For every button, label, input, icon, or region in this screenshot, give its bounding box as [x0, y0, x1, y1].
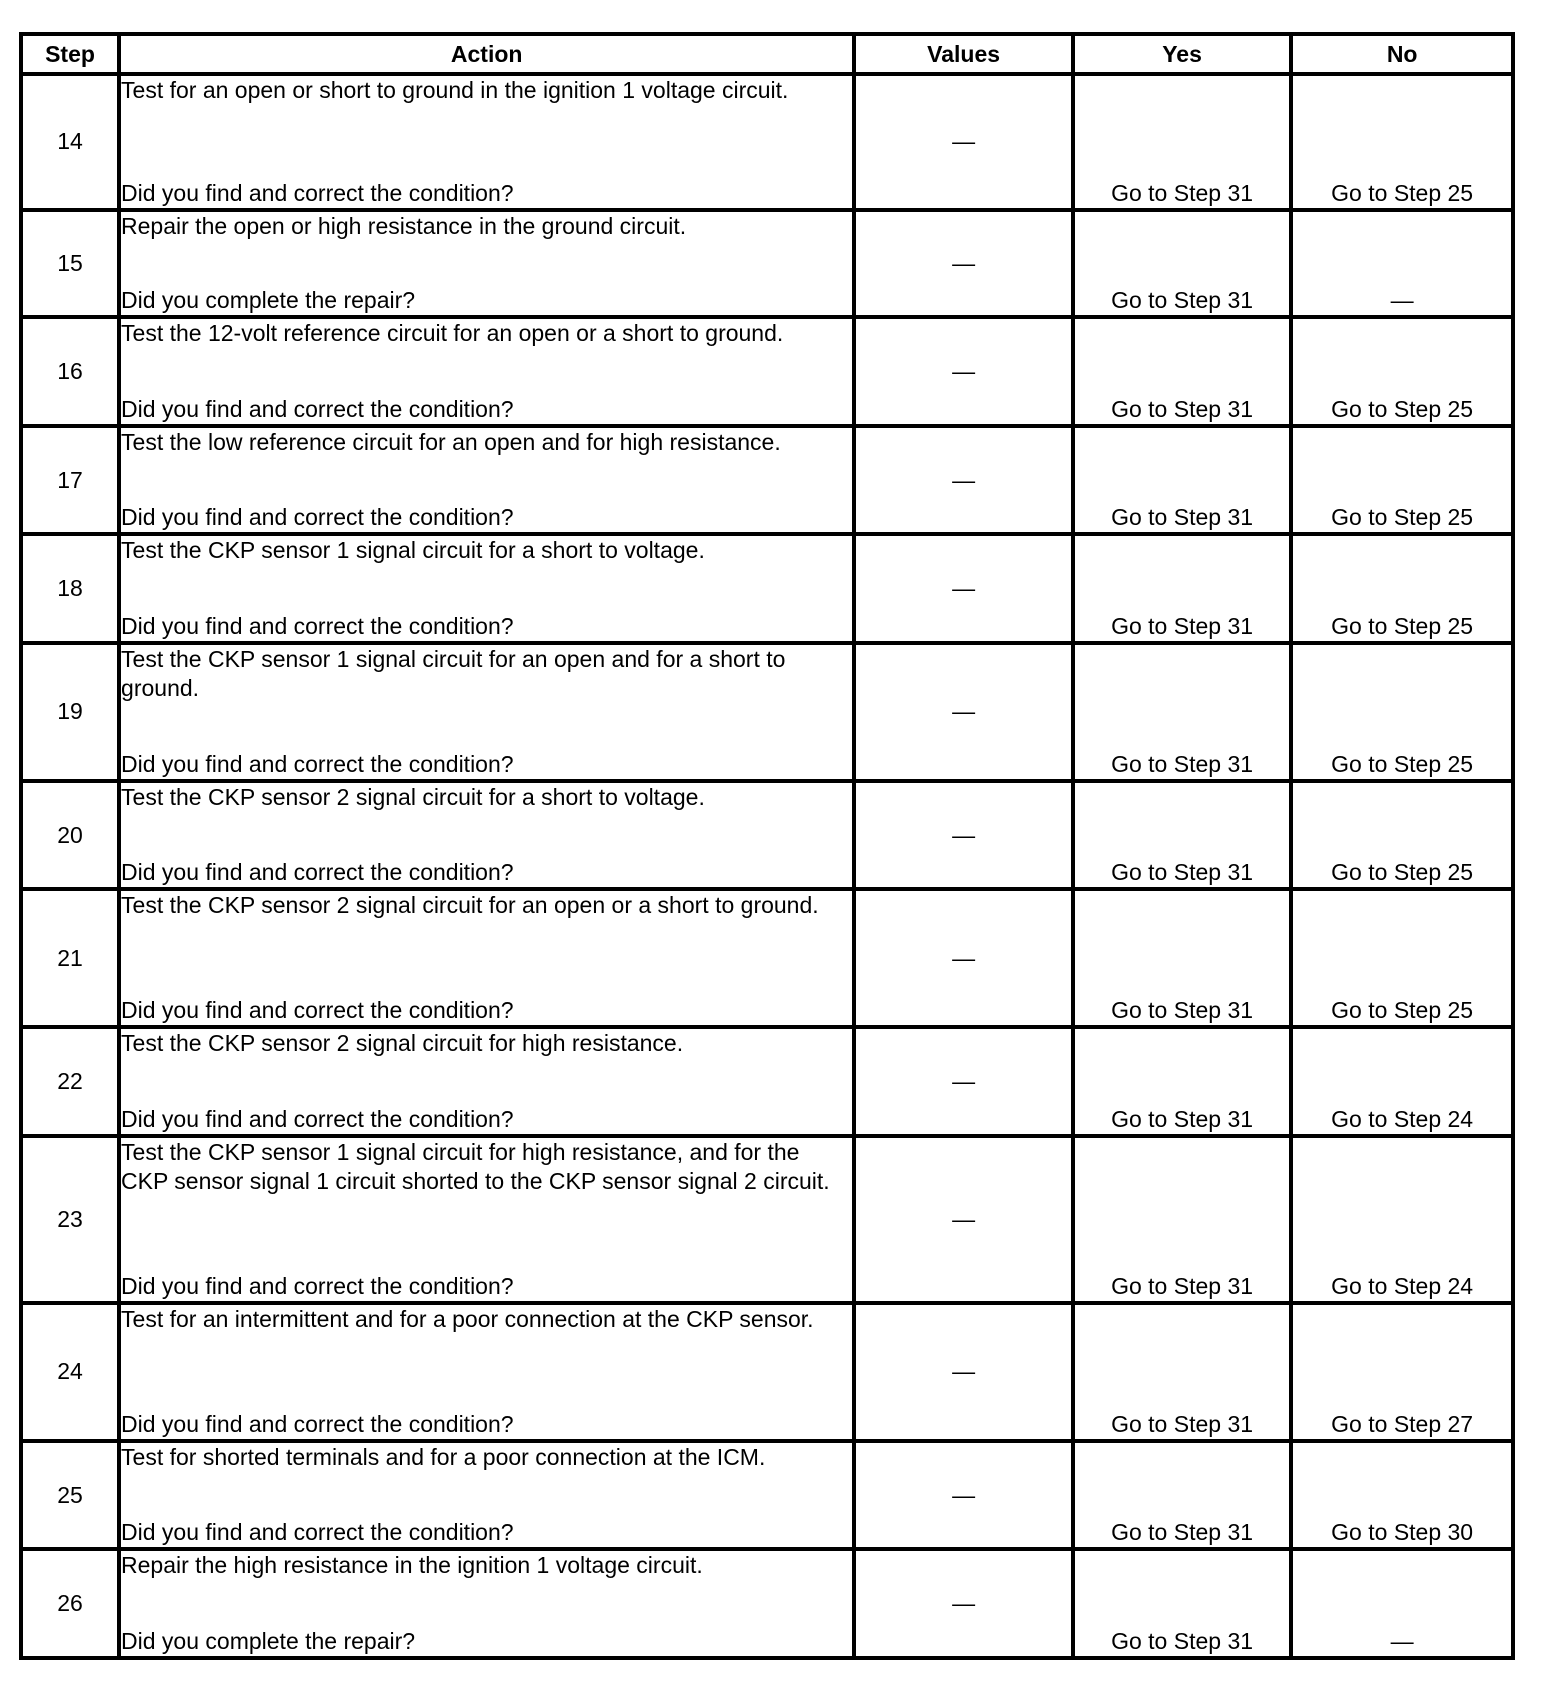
- action-question: Did you find and correct the condition?: [121, 1272, 514, 1299]
- yes-cell: Go to Step 31: [1073, 74, 1291, 210]
- values-cell: —: [854, 74, 1072, 210]
- yes-cell: Go to Step 31: [1073, 1027, 1291, 1136]
- table-row: [21, 1303, 1513, 1441]
- yes-cell: Go to Step 31: [1073, 1441, 1291, 1550]
- action-cell: [119, 889, 854, 1027]
- action-question: Did you find and correct the condition?: [121, 1410, 514, 1437]
- step-number: 21: [21, 889, 119, 1027]
- header-no: No: [1291, 34, 1513, 74]
- header-yes: Yes: [1073, 34, 1291, 74]
- yes-cell: Go to Step 31: [1073, 426, 1291, 535]
- action-test: Test the CKP sensor 1 signal circuit for a short to voltage.: [121, 537, 705, 564]
- no-cell: Go to Step 25: [1291, 317, 1513, 426]
- table-row: [21, 1027, 1513, 1136]
- no-cell: Go to Step 24: [1291, 1027, 1513, 1136]
- action-test: Test for shorted terminals and for a poor connection at the ICM.: [121, 1443, 766, 1470]
- action-cell: [119, 74, 854, 210]
- values-cell: —: [854, 1027, 1072, 1136]
- table-row: [21, 889, 1513, 1027]
- action-question: Did you complete the repair?: [121, 287, 416, 314]
- yes-cell: Go to Step 31: [1073, 1303, 1291, 1441]
- table-row: [21, 781, 1513, 890]
- action-question: Did you find and correct the condition?: [121, 997, 514, 1024]
- action-cell: [119, 1027, 854, 1136]
- step-number: 25: [21, 1441, 119, 1550]
- action-test: Test the 12-volt reference circuit for an open or a short to ground.: [121, 320, 784, 347]
- action-cell: [119, 1441, 854, 1550]
- values-cell: —: [854, 426, 1072, 535]
- action-question: Did you find and correct the condition?: [121, 395, 514, 422]
- no-cell: Go to Step 27: [1291, 1303, 1513, 1441]
- yes-cell: Go to Step 31: [1073, 534, 1291, 643]
- yes-cell: Go to Step 31: [1073, 317, 1291, 426]
- action-test: Test the low reference circuit for an open and for high resistance.: [121, 428, 781, 455]
- step-number: 16: [21, 317, 119, 426]
- step-number: 15: [21, 210, 119, 318]
- table-row: [21, 1549, 1513, 1658]
- action-cell: [119, 1136, 854, 1303]
- action-cell: [119, 534, 854, 643]
- no-cell: Go to Step 25: [1291, 889, 1513, 1027]
- header-step: Step: [21, 34, 119, 74]
- table-row: [21, 74, 1513, 210]
- step-number: 19: [21, 643, 119, 781]
- action-test: Test the CKP sensor 2 signal circuit for a short to voltage.: [121, 783, 705, 810]
- action-cell: [119, 210, 854, 318]
- step-number: 24: [21, 1303, 119, 1441]
- action-cell: [119, 1303, 854, 1441]
- action-cell: [119, 317, 854, 426]
- action-test: Repair the open or high resistance in the ground circuit.: [121, 212, 687, 239]
- values-cell: —: [854, 1303, 1072, 1441]
- yes-cell: Go to Step 31: [1073, 1549, 1291, 1658]
- action-cell: [119, 426, 854, 535]
- no-cell: Go to Step 25: [1291, 534, 1513, 643]
- step-number: 20: [21, 781, 119, 890]
- step-number: 14: [21, 74, 119, 210]
- action-test: Test for an intermittent and for a poor connection at the CKP sensor.: [121, 1305, 814, 1332]
- action-question: Did you complete the repair?: [121, 1628, 416, 1654]
- table-row: [21, 643, 1513, 781]
- action-test: Test the CKP sensor 1 signal circuit for high resistance, and for the CKP sensor signal 1 circuit shorted to the CKP sensor signal 2 circuit.: [121, 1138, 830, 1194]
- values-cell: —: [854, 781, 1072, 890]
- values-cell: —: [854, 889, 1072, 1027]
- action-question: Did you find and correct the condition?: [121, 613, 514, 640]
- no-cell: —: [1291, 210, 1513, 318]
- yes-cell: Go to Step 31: [1073, 1136, 1291, 1303]
- table-row: [21, 534, 1513, 643]
- step-number: 23: [21, 1136, 119, 1303]
- values-cell: —: [854, 210, 1072, 318]
- table-row: [21, 1441, 1513, 1550]
- values-cell: —: [854, 534, 1072, 643]
- action-test: Test the CKP sensor 2 signal circuit for an open or a short to ground.: [121, 892, 819, 919]
- action-question: Did you find and correct the condition?: [121, 504, 514, 531]
- action-test: Test the CKP sensor 2 signal circuit for high resistance.: [121, 1030, 684, 1057]
- yes-cell: Go to Step 31: [1073, 781, 1291, 890]
- no-cell: Go to Step 25: [1291, 74, 1513, 210]
- yes-cell: Go to Step 31: [1073, 643, 1291, 781]
- action-question: Did you find and correct the condition?: [121, 750, 514, 777]
- step-number: 17: [21, 426, 119, 535]
- header-action: Action: [119, 34, 854, 74]
- action-question: Did you find and correct the condition?: [121, 1105, 514, 1132]
- action-test: Test the CKP sensor 1 signal circuit for an open and for a short to ground.: [121, 646, 786, 702]
- values-cell: —: [854, 317, 1072, 426]
- values-cell: —: [854, 1549, 1072, 1658]
- no-cell: Go to Step 24: [1291, 1136, 1513, 1303]
- no-cell: Go to Step 30: [1291, 1441, 1513, 1550]
- values-cell: —: [854, 1441, 1072, 1550]
- header-values: Values: [854, 34, 1072, 74]
- step-number: 18: [21, 534, 119, 643]
- values-cell: —: [854, 1136, 1072, 1303]
- action-question: Did you find and correct the condition?: [121, 1519, 514, 1546]
- table-row: [21, 210, 1513, 318]
- values-cell: —: [854, 643, 1072, 781]
- diagnostic-table: [19, 32, 1515, 1660]
- no-cell: Go to Step 25: [1291, 781, 1513, 890]
- yes-cell: Go to Step 31: [1073, 210, 1291, 318]
- table-row: [21, 317, 1513, 426]
- header-row: [21, 34, 1513, 74]
- yes-cell: Go to Step 31: [1073, 889, 1291, 1027]
- no-cell: Go to Step 25: [1291, 426, 1513, 535]
- step-number: 22: [21, 1027, 119, 1136]
- action-test: Test for an open or short to ground in the ignition 1 voltage circuit.: [121, 77, 789, 103]
- action-question: Did you find and correct the condition?: [121, 859, 514, 886]
- action-test: Repair the high resistance in the ignition 1 voltage circuit.: [121, 1552, 703, 1579]
- action-cell: [119, 1549, 854, 1658]
- table-row: [21, 426, 1513, 535]
- action-cell: [119, 643, 854, 781]
- step-number: 26: [21, 1549, 119, 1658]
- no-cell: —: [1291, 1549, 1513, 1658]
- table-row: [21, 1136, 1513, 1303]
- no-cell: Go to Step 25: [1291, 643, 1513, 781]
- action-question: Did you find and correct the condition?: [121, 179, 514, 206]
- action-cell: [119, 781, 854, 890]
